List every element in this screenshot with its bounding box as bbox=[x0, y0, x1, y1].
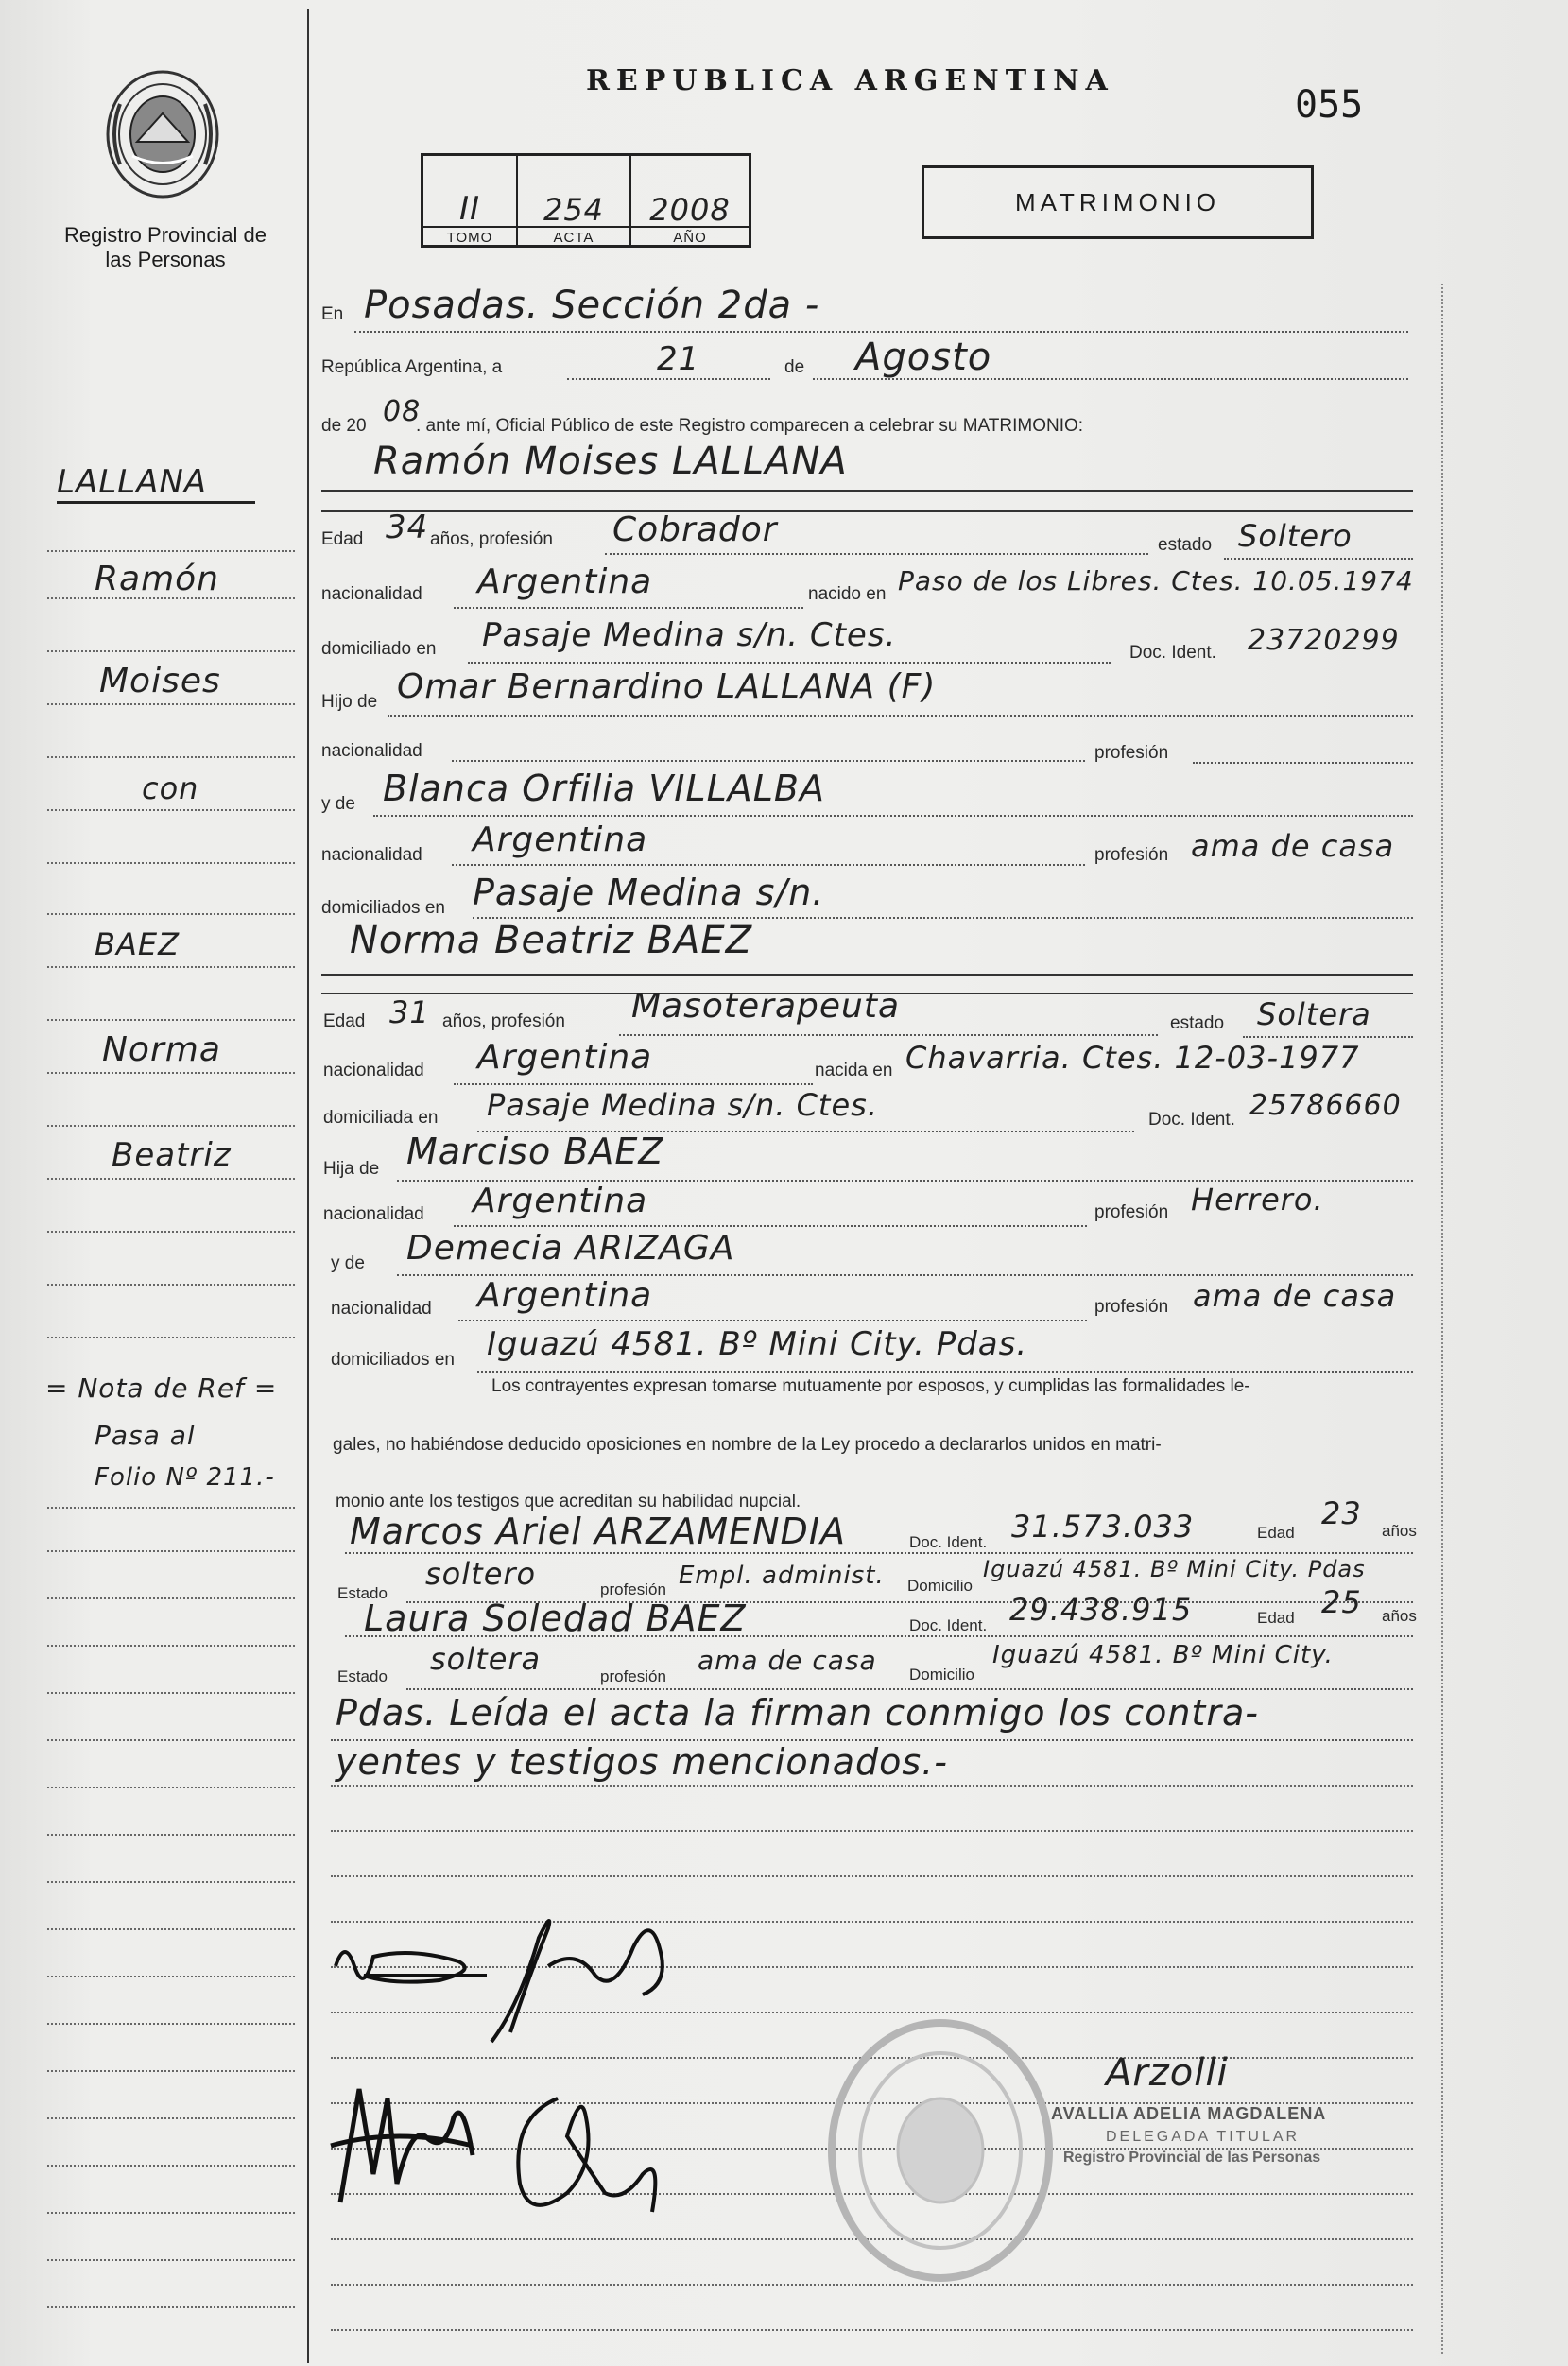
bride-parents-domicilio-label: domiciliados en bbox=[331, 1350, 455, 1370]
bride-address: Pasaje Medina s/n. Ctes. bbox=[487, 1087, 878, 1123]
groom-father: Omar Bernardino LALLANA (F) bbox=[397, 667, 937, 706]
record-type-label: MATRIMONIO bbox=[1014, 187, 1221, 216]
bride-estado-label: estado bbox=[1170, 1013, 1225, 1033]
witness-1-edad-label: Edad bbox=[1257, 1524, 1295, 1542]
signature-bride bbox=[473, 1891, 690, 2051]
province-seal bbox=[99, 66, 227, 203]
witness-1-age: 23 bbox=[1321, 1495, 1362, 1531]
declaration-line-2: gales, no habiéndose deducido oposiciones en nombre de la Ley procedo a declararlos unidos en matri- bbox=[333, 1435, 1162, 1455]
country-title: REPUBLICA ARGENTINA bbox=[586, 64, 1114, 97]
official-stamp-line-3: Registro Provincial de las Personas bbox=[1063, 2150, 1321, 2166]
witness-2-marital-status: soltera bbox=[430, 1641, 542, 1677]
witness-2-edad-label: Edad bbox=[1257, 1609, 1295, 1627]
groom-mother: Blanca Orfilia VILLALBA bbox=[383, 768, 825, 809]
bride-father-nat-label: nacionalidad bbox=[323, 1204, 424, 1224]
signature-witness-2 bbox=[501, 2080, 681, 2221]
witness-1-profesion-label: profesión bbox=[600, 1580, 666, 1598]
place: Posadas. Sección 2da - bbox=[364, 284, 820, 327]
bride-father-nationality: Argentina bbox=[473, 1182, 648, 1220]
witness-1-estado-label: Estado bbox=[337, 1584, 388, 1602]
witness-2-estado-label: Estado bbox=[337, 1667, 388, 1685]
groom-domicilio-label: domiciliado en bbox=[321, 639, 437, 659]
bride-domicilio-label: domiciliada en bbox=[323, 1108, 439, 1128]
acta-cell bbox=[518, 156, 631, 245]
witness-2-doc-id: 29.438.915 bbox=[1009, 1592, 1193, 1628]
groom-address: Pasaje Medina s/n. Ctes. bbox=[482, 616, 897, 654]
groom-father-prof-label: profesión bbox=[1094, 743, 1169, 763]
groom-mother-occupation: ama de casa bbox=[1191, 828, 1395, 864]
witness-1-domicilio-label: Domicilio bbox=[907, 1577, 973, 1595]
signature-witness-1 bbox=[321, 2070, 482, 2212]
groom-occupation: Cobrador bbox=[612, 510, 778, 549]
republica-label: República Argentina, a bbox=[321, 357, 503, 377]
witness-1-occupation: Empl. administ. bbox=[679, 1562, 885, 1590]
groom-birthplace: Paso de los Libres. Ctes. 10.05.1974 bbox=[898, 565, 1414, 596]
official-seal bbox=[822, 2013, 1059, 2288]
anio-value: 2008 bbox=[649, 192, 731, 228]
groom-father-nat-label: nacionalidad bbox=[321, 741, 422, 761]
witness-2-address: Iguazú 4581. Bº Mini City. bbox=[992, 1641, 1334, 1669]
margin-name-1: LALLANA bbox=[57, 463, 255, 504]
de-label: de bbox=[784, 357, 805, 377]
witness-2-name: Laura Soledad BAEZ bbox=[364, 1597, 747, 1639]
bride-doc-label: Doc. Ident. bbox=[1148, 1110, 1235, 1130]
tomo-cell bbox=[423, 156, 518, 245]
groom-edad-label: Edad bbox=[321, 529, 364, 549]
margin-note-1: = Nota de Ref = bbox=[45, 1373, 278, 1404]
groom-nacido-label: nacido en bbox=[808, 584, 887, 604]
anio-cell bbox=[631, 156, 749, 245]
declaration-line-1: Los contrayentes expresan tomarse mutuamente por esposos, y cumplidas las formalidades le- bbox=[491, 1376, 1250, 1396]
record-number-box bbox=[421, 153, 751, 248]
bride-mother-prof-label: profesión bbox=[1094, 1297, 1169, 1317]
groom-marital-status: Soltero bbox=[1238, 518, 1353, 554]
groom-parents-address: Pasaje Medina s/n. bbox=[473, 872, 825, 913]
bride-nationality: Argentina bbox=[477, 1038, 653, 1077]
closing-line-1: Pdas. Leída el acta la firman conmigo los contra- bbox=[336, 1692, 1259, 1734]
margin-name-4: BAEZ bbox=[95, 926, 180, 962]
groom-doc-id: 23720299 bbox=[1248, 624, 1400, 657]
margin-note-2: Pasa al bbox=[95, 1420, 196, 1451]
groom-doc-label: Doc. Ident. bbox=[1129, 643, 1216, 663]
bride-age: 31 bbox=[389, 994, 430, 1030]
official-signature: Arzolli bbox=[1106, 2051, 1229, 2095]
groom-estado-label: estado bbox=[1158, 535, 1213, 555]
bride-mother-occupation: ama de casa bbox=[1193, 1278, 1397, 1314]
tomo-label: TOMO bbox=[446, 230, 493, 246]
witness-2-domicilio-label: Domicilio bbox=[909, 1666, 974, 1684]
bride-edad-label: Edad bbox=[323, 1011, 366, 1031]
bride-mother: Demecia ARIZAGA bbox=[406, 1229, 735, 1268]
groom-mother-nationality: Argentina bbox=[473, 820, 648, 859]
month: Agosto bbox=[855, 336, 992, 379]
bride-parents-address: Iguazú 4581. Bº Mini City. Pdas. bbox=[487, 1325, 1028, 1363]
declaration-line-3: monio ante los testigos que acreditan su habilidad nupcial. bbox=[336, 1492, 801, 1511]
groom-anos-profesion-label: años, profesión bbox=[430, 529, 553, 549]
margin-name-2: Ramón bbox=[95, 560, 219, 598]
en-label: En bbox=[321, 304, 344, 324]
witness-1-name: Marcos Ariel ARZAMENDIA bbox=[350, 1511, 847, 1552]
groom-parents-domicilio-label: domiciliados en bbox=[321, 898, 445, 918]
groom-mother-prof-label: profesión bbox=[1094, 845, 1169, 865]
official-stamp-line-2: DELEGADA TITULAR bbox=[1106, 2129, 1301, 2145]
signature-groom bbox=[326, 1928, 496, 2013]
witness-1-doc-id: 31.573.033 bbox=[1011, 1509, 1195, 1545]
witness-2-anos-label: años bbox=[1382, 1607, 1417, 1625]
margin-connector: con bbox=[142, 770, 199, 806]
witness-1-marital-status: soltero bbox=[425, 1556, 537, 1592]
official-stamp-line-1: AVALLIA ADELIA MAGDALENA bbox=[1051, 2104, 1327, 2123]
acta-label: ACTA bbox=[553, 230, 594, 246]
witness-1-address: Iguazú 4581. Bº Mini City. Pdas bbox=[983, 1556, 1366, 1582]
bride-nacida-label: nacida en bbox=[815, 1061, 893, 1080]
page-number: 055 bbox=[1295, 83, 1364, 127]
margin-note-3: Folio Nº 211.- bbox=[95, 1463, 275, 1492]
margin-name-5: Norma bbox=[102, 1030, 221, 1069]
groom-yde-label: y de bbox=[321, 794, 355, 814]
witness-2-age: 25 bbox=[1321, 1584, 1362, 1620]
bride-marital-status: Soltera bbox=[1257, 996, 1371, 1032]
bride-mother-nat-label: nacionalidad bbox=[331, 1299, 432, 1319]
record-type-box bbox=[922, 165, 1314, 239]
groom-hijo-label: Hijo de bbox=[321, 692, 378, 712]
closing-line-2: yentes y testigos mencionados.- bbox=[336, 1741, 948, 1783]
groom-age: 34 bbox=[386, 509, 429, 546]
year-prefix: de 20 bbox=[321, 416, 367, 436]
bride-anos-profesion-label: años, profesión bbox=[442, 1011, 565, 1031]
bride-doc-id: 25786660 bbox=[1249, 1089, 1402, 1122]
bride-yde-label: y de bbox=[331, 1253, 365, 1273]
registry-name: Registro Provincial de las Personas bbox=[64, 223, 267, 271]
margin-name-6: Beatriz bbox=[112, 1136, 232, 1174]
groom-nationality: Argentina bbox=[477, 562, 653, 601]
groom-name: Ramón Moises LALLANA bbox=[373, 440, 848, 483]
bride-father-occupation: Herrero. bbox=[1191, 1182, 1324, 1218]
acta-value: 254 bbox=[543, 192, 605, 228]
witness-1-anos-label: años bbox=[1382, 1522, 1417, 1540]
witness-2-occupation: ama de casa bbox=[698, 1645, 877, 1676]
intro-statement: . ante mí, Oficial Público de este Registro comparecen a celebrar su MATRIMONIO: bbox=[416, 416, 1084, 436]
tomo-value: II bbox=[458, 190, 481, 228]
groom-mother-nat-label: nacionalidad bbox=[321, 845, 422, 865]
bride-occupation: Masoterapeuta bbox=[631, 987, 901, 1026]
bride-father-prof-label: profesión bbox=[1094, 1202, 1169, 1222]
margin-divider bbox=[307, 9, 309, 2363]
bride-father: Marciso BAEZ bbox=[406, 1131, 664, 1172]
year-suffix: 08 bbox=[383, 395, 422, 428]
witness-1-doc-label: Doc. Ident. bbox=[909, 1533, 988, 1551]
bride-hija-label: Hija de bbox=[323, 1159, 380, 1179]
day: 21 bbox=[657, 340, 700, 378]
bride-nacionalidad-label: nacionalidad bbox=[323, 1061, 424, 1080]
witness-2-doc-label: Doc. Ident. bbox=[909, 1616, 988, 1634]
bride-mother-nationality: Argentina bbox=[477, 1276, 653, 1315]
margin-name-3: Moises bbox=[99, 662, 221, 700]
groom-nacionalidad-label: nacionalidad bbox=[321, 584, 422, 604]
anio-label: AÑO bbox=[673, 230, 707, 246]
witness-2-profesion-label: profesión bbox=[600, 1667, 666, 1685]
right-border bbox=[1441, 284, 1443, 2354]
bride-name: Norma Beatriz BAEZ bbox=[350, 919, 753, 962]
bride-birthplace: Chavarria. Ctes. 12-03-1977 bbox=[905, 1040, 1360, 1076]
